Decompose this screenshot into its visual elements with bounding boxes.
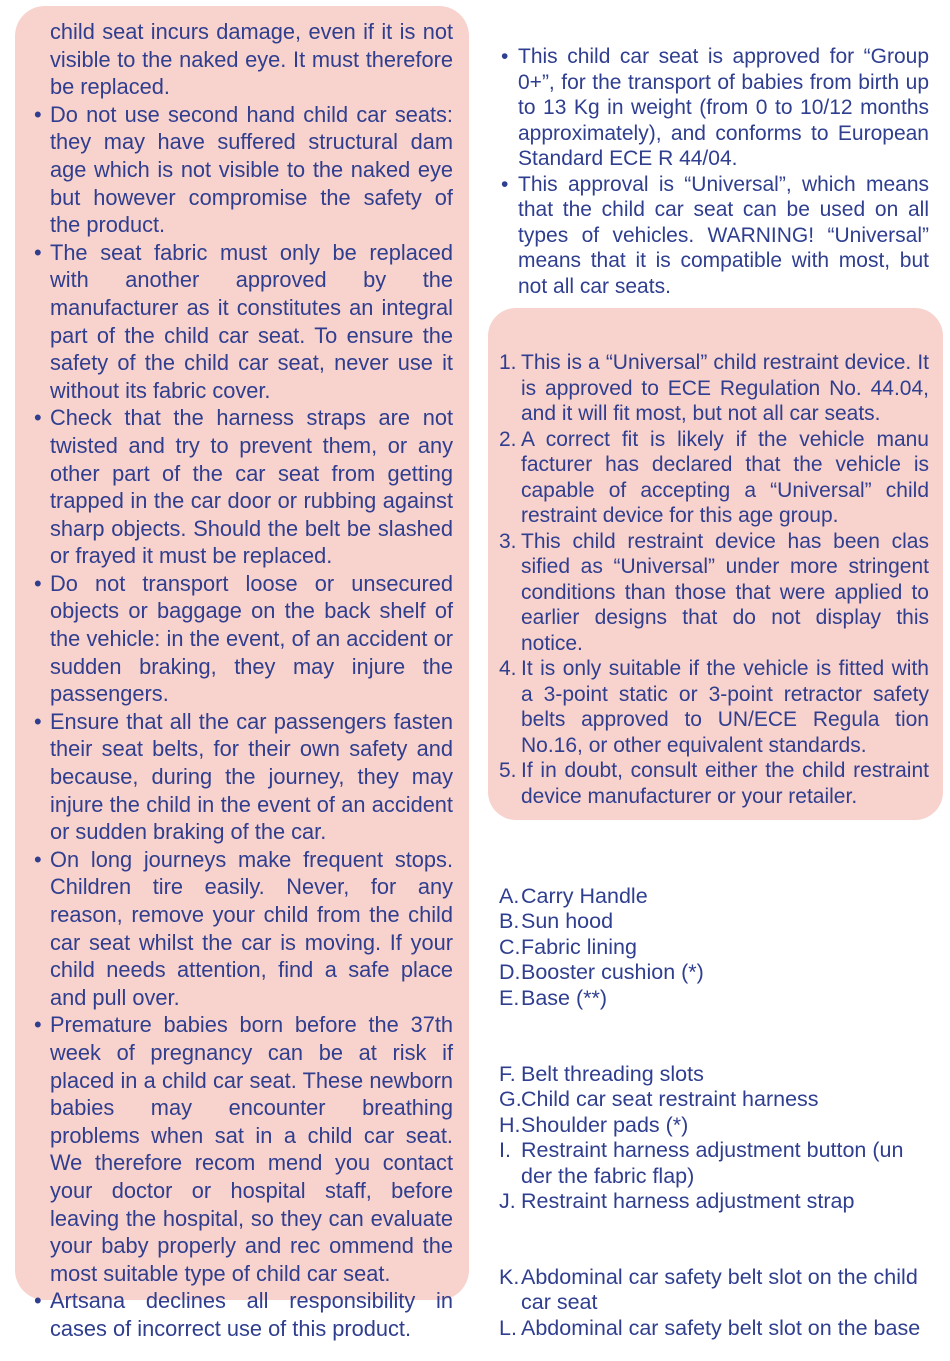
bullet-icon: • (501, 45, 509, 68)
part-item: C. Fabric lining (499, 934, 637, 959)
part-item: E. Base (**) (499, 985, 608, 1010)
approval-item: • This approval is “Universal”, which means that the child car seat can be used on all types of vehicles. WARNING! “Universal” means that it is compatible with most, but not all car seats. (501, 172, 929, 298)
item-number: 2. (499, 427, 517, 451)
item-number: 4. (499, 657, 517, 680)
part-item: K. Abdominal car safety belt slot on the child car seat (499, 1265, 918, 1315)
warning-item: • Ensure that all the car passengers fasten their seat belts, for their own safety and because, during the journey, they may injure the child in the event of an accident or sudden braking of the car. (34, 708, 453, 845)
part-item: I. Restraint harness adjustment button (un der the fabric flap) (499, 1138, 904, 1188)
bullet-icon: • (34, 570, 42, 596)
parts-list-1 (499, 884, 929, 1011)
part-item: B. Sun hood (499, 909, 614, 934)
notice-item: 3. This child restraint device has been clas sified as “Universal” under more stringent conditions than those that were applied to earlier designs that do not display this notice. (499, 529, 929, 655)
bullet-icon: • (34, 239, 42, 265)
approval-info (497, 44, 929, 299)
bullet-icon: • (34, 1012, 42, 1038)
item-number: 1. (499, 351, 517, 374)
warning-item: • Do not transport loose or unsecured objects or baggage on the back shelf of the vehicle: in the event, of an accident or sudden braking, they may injure the passengers. (34, 570, 453, 707)
parts-list-2 (499, 1062, 929, 1214)
warning-item: child seat incurs damage, even if it is not visible to the naked eye. It must therefore be replaced. (50, 19, 453, 100)
notice-item: 4. It is only suitable if the vehicle is fitted with a 3-point static or 3-point retractor safety belts approved to UN/ECE Regula tion No.16, or other equivalent standards. (499, 657, 929, 757)
notice-item: 5. If in doubt, consult either the child restraint device manufacturer or your retailer. (499, 759, 929, 808)
bullet-icon: • (34, 101, 42, 127)
item-number: 5. (499, 759, 517, 782)
part-item: A. Carry Handle (499, 884, 648, 908)
parts-list-3 (499, 1265, 929, 1341)
part-item: G. Child car seat restraint harness (499, 1087, 819, 1112)
part-item: L. Abdominal car safety belt slot on the base (499, 1315, 921, 1340)
bullet-icon: • (34, 846, 42, 872)
part-item: F. Belt threading slots (499, 1062, 704, 1086)
safety-warnings-panel (15, 6, 469, 1341)
bullet-icon: • (34, 1288, 42, 1314)
approval-item: • This child car seat is approved for “Group 0+”, for the transport of babies from birth up to 13 Kg in weight (from 0 to 10/12 months approximately), and conforms to European Standard ECE R 44/04. (501, 45, 929, 170)
warning-item: • Artsana declines all responsibility in cases of incorrect use of this product. (34, 1288, 453, 1341)
item-number: 3. (499, 529, 517, 553)
part-item: D. Booster cushion (*) (499, 960, 704, 985)
notice-item: 1. This is a “Universal” child restraint device. It is approved to ECE Regulation No. 44.04, and it will fit most, but not all car seats. (499, 351, 929, 425)
part-item: H. Shoulder pads (*) (499, 1112, 689, 1137)
warning-item: • On long journeys make frequent stops. Children tire easily. Never, for any reason, remove your child from the child car seat whilst the car is moving. If your child needs attention, find a safe place and pull over. (34, 846, 453, 1010)
warning-item: • Premature babies born before the 37th week of pregnancy can be at risk if placed in a child car seat. These newborn babies may encounter breathing problems when sat in a child car seat. We therefore recom mend you contact your doctor or hospital staff, before leaving the hospital, so they can evaluate your baby properly and rec ommend the most suitable type of child car seat. (34, 1012, 453, 1286)
bullet-icon: • (34, 405, 42, 431)
notice-item: 2. A correct fit is likely if the vehicle manu facturer has declared that the vehicle is capable of accepting a “Universal” child restraint device for this age group. (499, 427, 929, 527)
part-item: J. Restraint harness adjustment strap (499, 1189, 855, 1214)
universal-notice-panel (488, 308, 943, 820)
bullet-icon: • (501, 172, 509, 196)
warning-item: • Check that the harness straps are not twisted and try to prevent them, or any other part of the car seat from getting trapped in the car door or rubbing against sharp objects. Should the belt be slashed or frayed it must be replaced. (34, 405, 453, 569)
warning-item: • Do not use second hand child car seats: they may have suffered structural dam age which is not visible to the naked eye but however compromise the safety of the product. (34, 101, 453, 238)
bullet-icon: • (34, 708, 42, 734)
warning-item: • The seat fabric must only be replaced with another approved by the manufacturer as it constitutes an integral part of the child car seat. To ensure the safety of the child car seat, never use it without its fabric cover. (34, 239, 453, 403)
